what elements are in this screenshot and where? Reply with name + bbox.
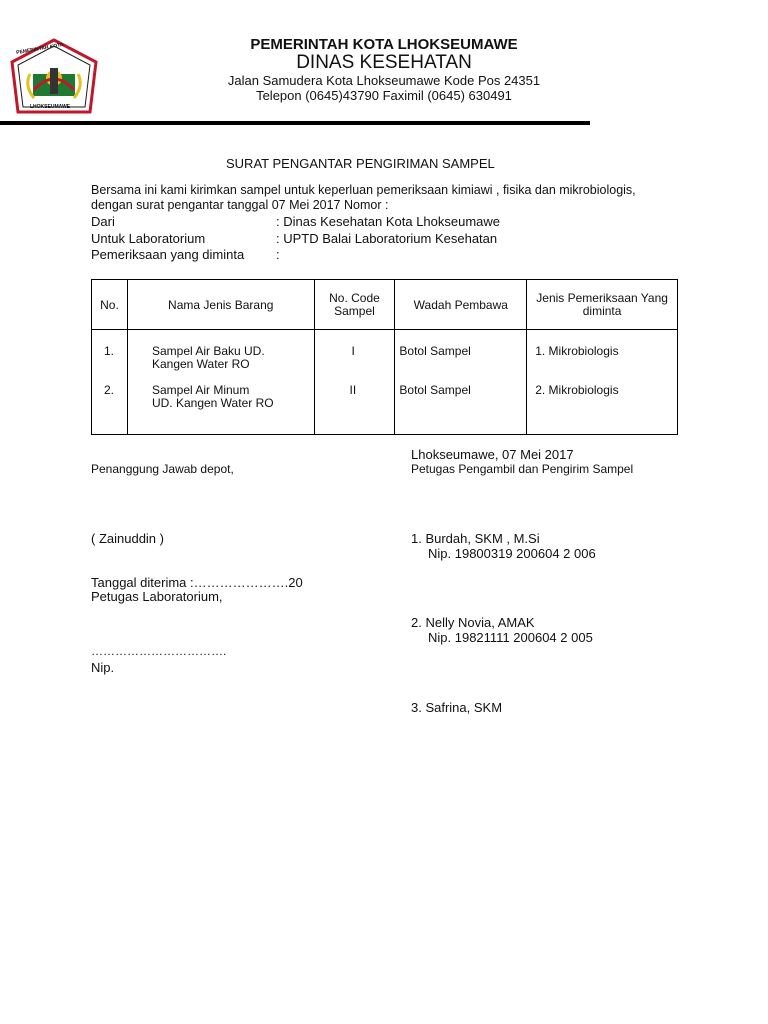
right-signer-role: Petugas Pengambil dan Pengirim Sampel [411,462,634,476]
left-signer-name: ( Zainuddin ) [91,531,164,546]
officer-name: 2. Nelly Novia, AMAK [411,615,535,630]
item-name: Sampel Air Baku UD. [151,344,265,358]
field-label: Untuk Laboratorium [91,231,206,246]
department-phone: Telepon (0645)43790 Faximil (0645) 630491 [256,88,512,103]
lab-officer-nip: Nip. [91,660,115,675]
table-row [92,330,678,435]
officer-nip: Nip. 19800319 200604 2 006 [428,546,596,561]
row-no: 1. [104,344,115,358]
field-label: Pemeriksaan yang diminta [91,247,245,262]
item-name: Sampel Air Minum [151,383,250,397]
item-name: UD. Kangen Water RO [151,396,274,410]
col-header-item-name: Nama Jenis Barang [127,280,314,330]
table-header-row [92,280,678,330]
officer-name: 1. Burdah, SKM , M.Si [411,531,540,546]
field-value: : [276,247,280,262]
sample-table [91,279,678,435]
logo-text-bottom: LHOKSEUMAWE [30,104,70,110]
container: Botol Sampel [399,383,471,397]
left-signer-role: Penanggung Jawab depot, [91,462,234,476]
field-value: : Dinas Kesehatan Kota Lhokseumawe [276,214,501,229]
col-header-container: Wadah Pembawa [395,280,527,330]
government-name: PEMERINTAH KOTA LHOKSEUMAWE [250,36,518,53]
examination: 2. Mikrobiologis [535,383,619,397]
place-date: Lhokseumawe, 07 Mei 2017 [411,447,574,462]
item-name: Kangen Water RO [151,357,250,371]
letterhead-divider [0,121,590,125]
letter-title: SURAT PENGANTAR PENGIRIMAN SAMPEL [226,156,495,171]
col-header-sample-code: No. Code Sampel [314,280,395,330]
officer-name: 3. Safrina, SKM [411,700,503,715]
row-no: 2. [104,383,115,397]
field-label: Dari [91,214,115,229]
field-value: : UPTD Balai Laboratorium Kesehatan [276,231,498,246]
sample-code: II [349,383,357,397]
lab-officer-role: Petugas Laboratorium, [91,589,223,604]
intro-line-1: Bersama ini kami kirimkan sampel untuk keperluan pemeriksaan kimiawi , fisika dan mikrobiologis, [91,183,636,197]
container: Botol Sampel [399,344,471,358]
signature-dots: ……………………………. [91,644,227,658]
col-header-no: No. [92,280,128,330]
logo-text-top: PEMERINTAH KOTA [15,41,65,57]
examination: 1. Mikrobiologis [535,344,619,358]
department-name: DINAS KESEHATAN [296,52,472,73]
intro-line-2: dengan surat pengantar tanggal 07 Mei 2017 Nomor : [91,198,389,212]
officer-nip: Nip. 19821111 200604 2 005 [428,630,593,645]
received-date: Tanggal diterima :………………….20 [91,575,303,590]
sample-code: I [351,344,355,358]
col-header-examination: Jenis Pemeriksaan Yang diminta [527,280,678,330]
department-address: Jalan Samudera Kota Lhokseumawe Kode Pos 24351 [227,73,541,88]
